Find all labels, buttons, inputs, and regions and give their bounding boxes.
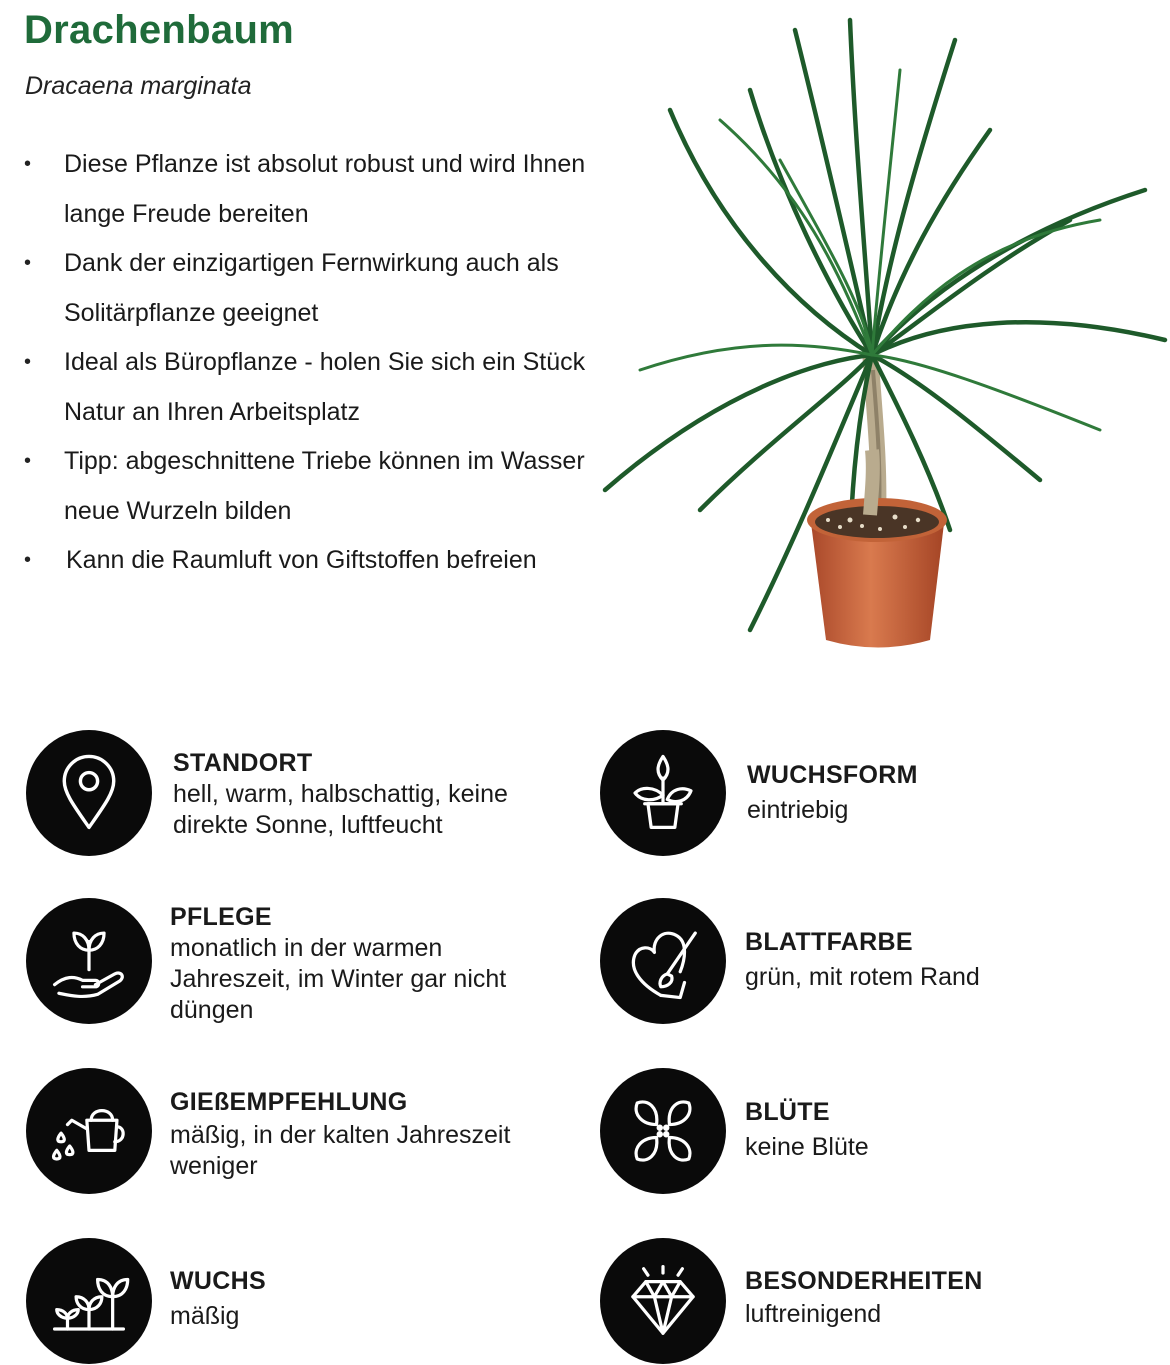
feature-value: hell, warm, halbschattig, keine direkte Sonne, luftfeucht [173, 780, 508, 839]
feature-standort [173, 748, 573, 841]
bullet-item: • Ideal als Büropflanze - holen Sie sich ein Stück Natur an Ihren Arbeitsplatz [22, 338, 602, 437]
feature-value: keine Blüte [745, 1133, 869, 1161]
feature-label: GIEßEMPFEHLUNG [170, 1088, 408, 1116]
feature-pflege [170, 902, 570, 1026]
growing-seedlings-icon [26, 1238, 152, 1364]
feature-label: WUCHSFORM [747, 761, 918, 789]
hand-seedling-icon [26, 898, 152, 1024]
flower-icon [600, 1068, 726, 1194]
dracaena-plant-image [600, 10, 1170, 660]
bullet-item: • Diese Pflanze ist absolut robust und wird Ihnen lange Freude bereiten [22, 140, 602, 239]
feature-bullet-list [22, 140, 602, 586]
feature-label: BLÜTE [745, 1098, 830, 1126]
feature-label: BLATTFARBE [745, 928, 913, 956]
feature-label: WUCHS [170, 1267, 266, 1295]
feature-label: BESONDERHEITEN [745, 1267, 983, 1295]
feature-blattfarbe [745, 927, 1145, 993]
feature-bluete [745, 1097, 1145, 1163]
feature-label: STANDORT [173, 749, 313, 777]
feature-value: monatlich in der warmen Jahreszeit, im Winter gar nicht düngen [170, 934, 507, 1024]
feature-wuchs [170, 1266, 570, 1332]
bullet-item: • Dank der einzigartigen Fernwirkung auch als Solitärpflanze geeignet [22, 239, 602, 338]
product-title: Drachenbaum [24, 8, 295, 52]
latin-name: Dracaena marginata [25, 72, 252, 100]
leaf-brush-icon [600, 898, 726, 1024]
feature-value: luftreinigend [745, 1300, 882, 1328]
location-pin-icon [26, 730, 152, 856]
feature-giessempfehlung [170, 1087, 570, 1182]
feature-besonderheiten [745, 1266, 1145, 1330]
feature-value: mäßig, in der kalten Jahreszeit weniger [170, 1121, 511, 1180]
watering-can-icon [26, 1068, 152, 1194]
bullet-item: • Kann die Raumluft von Giftstoffen befreien [22, 536, 602, 586]
bullet-item: • Tipp: abgeschnittene Triebe können im Wasser neue Wurzeln bilden [22, 437, 602, 536]
potted-plant-icon [600, 730, 726, 856]
diamond-icon [600, 1238, 726, 1364]
feature-label: PFLEGE [170, 903, 272, 931]
feature-value: grün, mit rotem Rand [745, 963, 980, 991]
feature-value: mäßig [170, 1302, 240, 1330]
feature-value: eintriebig [747, 796, 849, 824]
feature-wuchsform [747, 760, 1147, 826]
